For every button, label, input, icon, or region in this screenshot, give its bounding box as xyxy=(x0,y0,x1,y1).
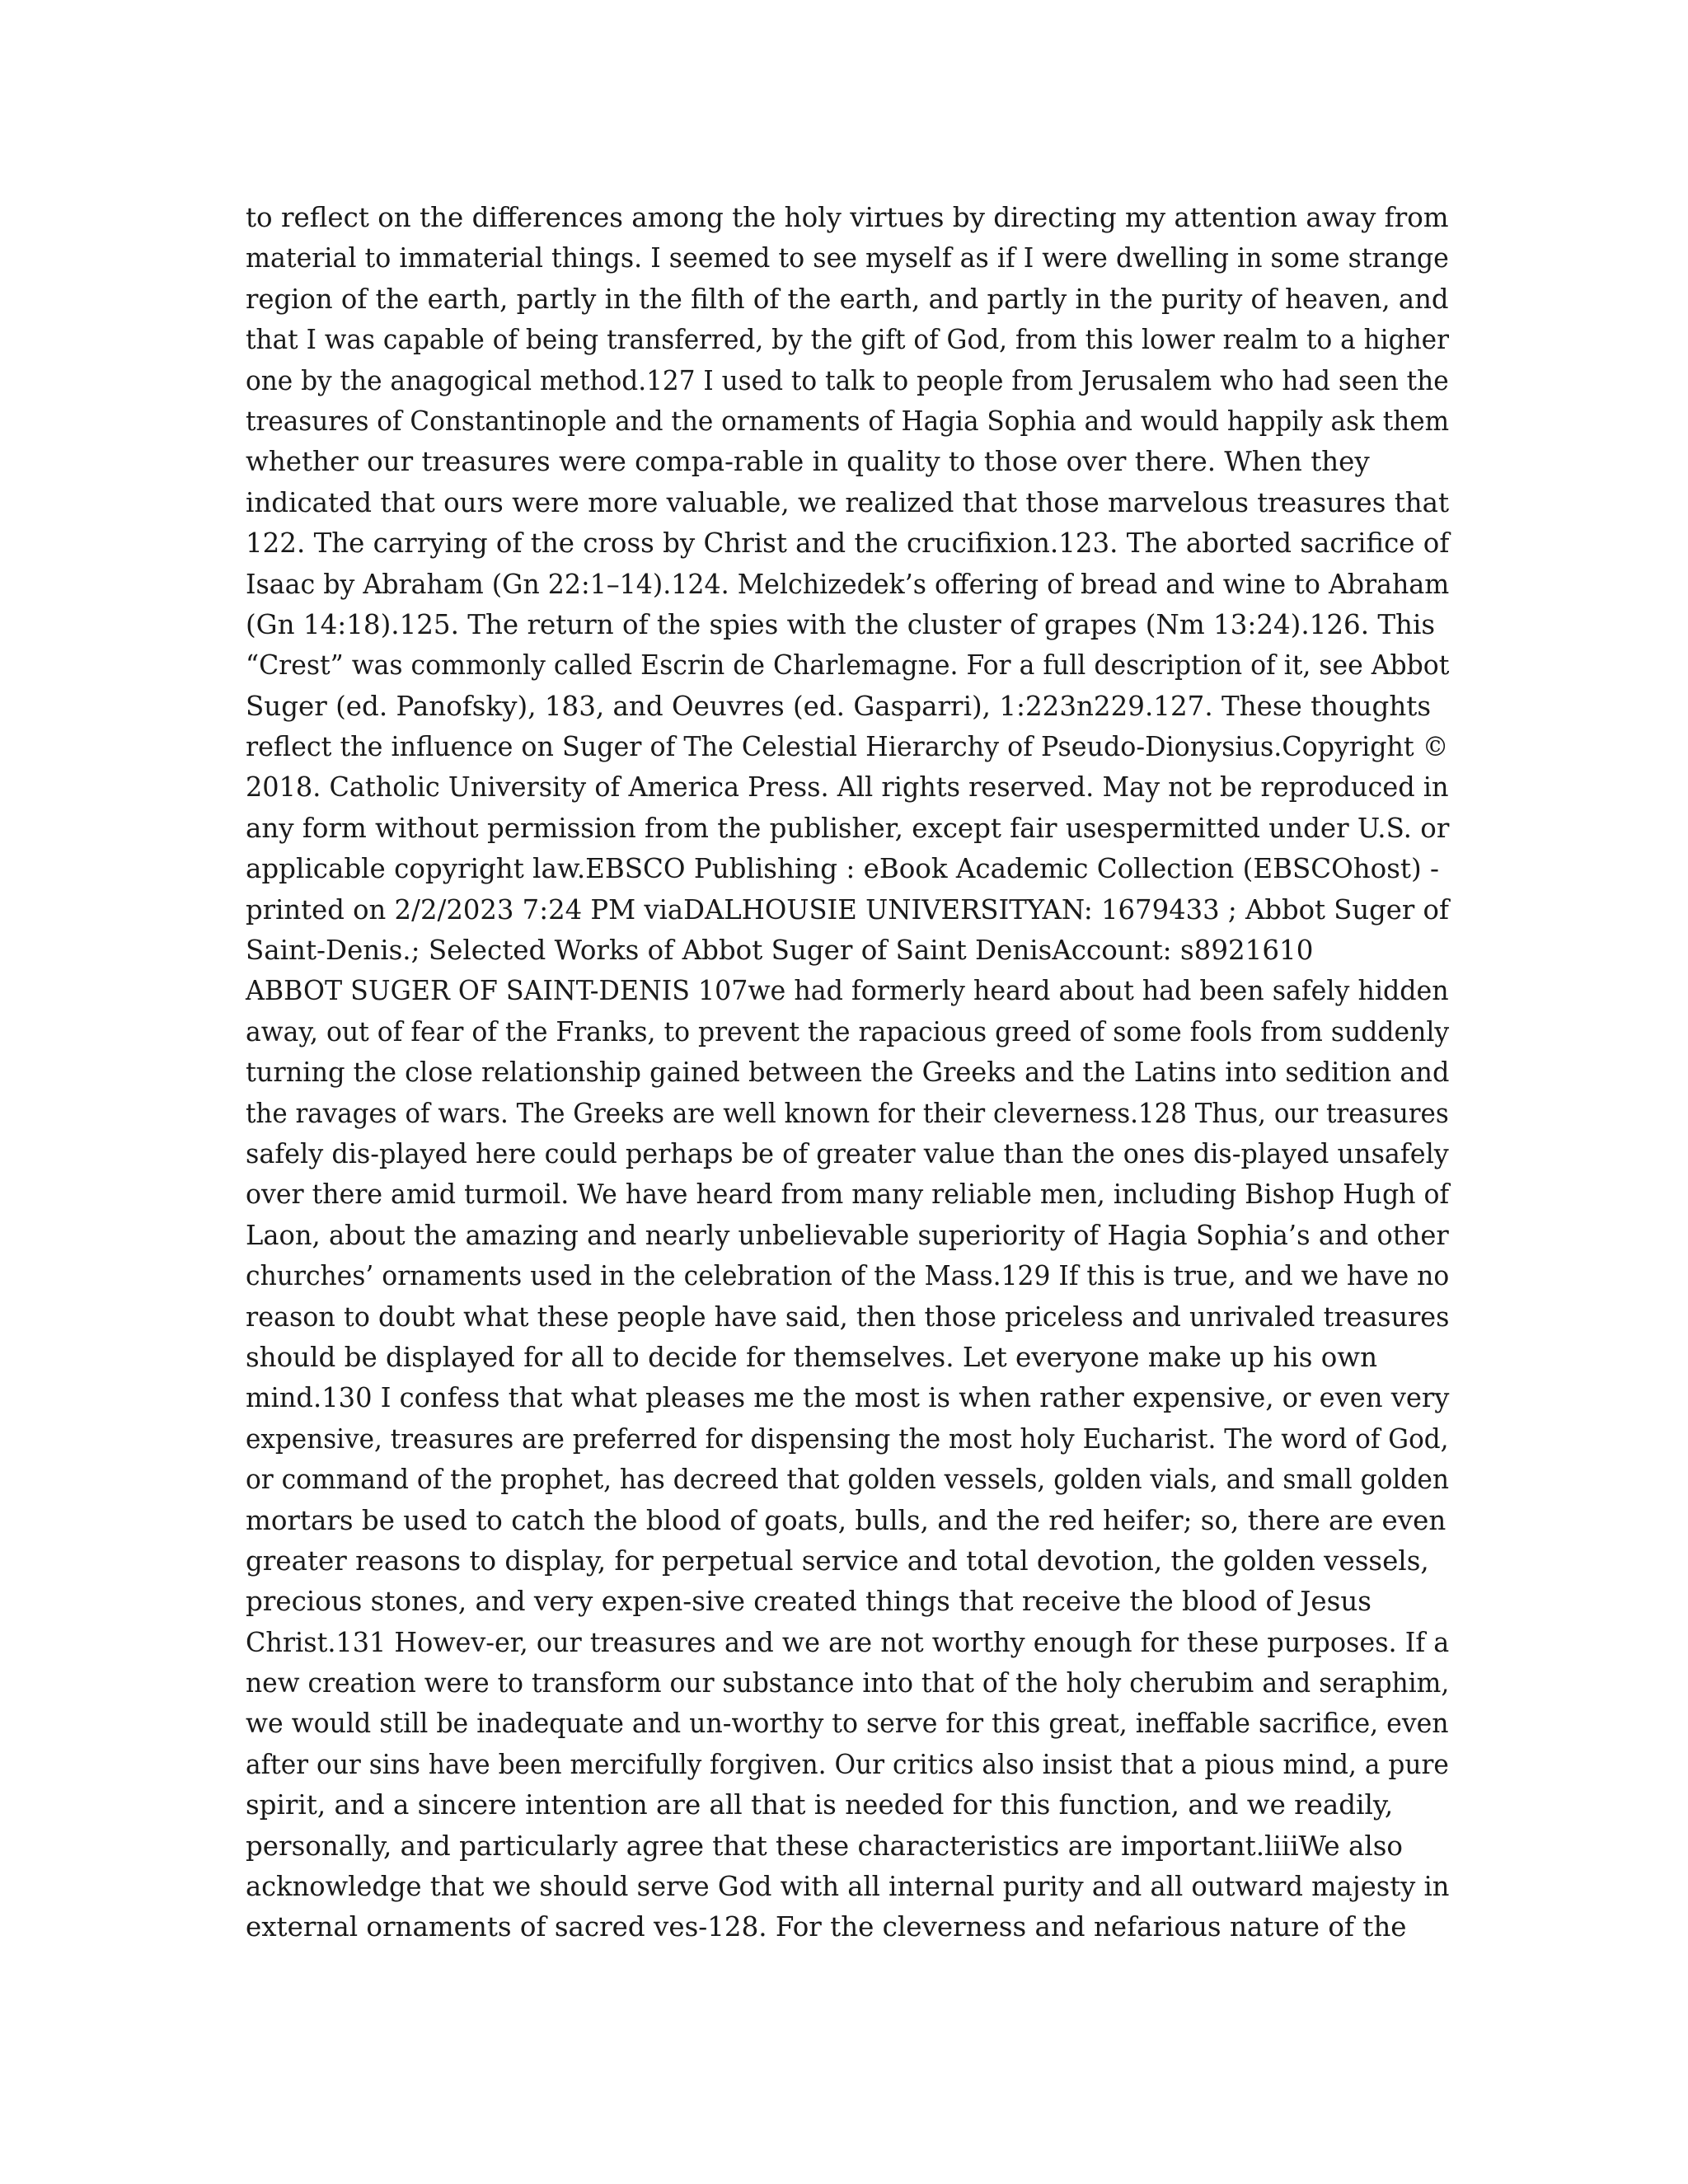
text-line: the ravages of wars. The Greeks are well known for their cleverness.128 Thus, our treasures xyxy=(246,1097,1449,1129)
text-line: personally, and particularly agree that these characteristics are important.liiiWe also xyxy=(246,1830,1403,1862)
text-line: reason to doubt what these people have said, then those priceless and unrivaled treasures xyxy=(246,1301,1450,1333)
text-line: Suger (ed. Panofsky), 183, and Oeuvres (ed. Gasparri), 1:223n229.127. These thoughts xyxy=(246,690,1432,722)
text-line: mortars be used to catch the blood of goats, bulls, and the red heifer; so, there are even xyxy=(246,1504,1447,1536)
text-line: mind.130 I confess that what pleases me the most is when rather expensive, or even very xyxy=(246,1382,1450,1414)
text-line: Laon, about the amazing and nearly unbelievable superiority of Hagia Sophia’s and other xyxy=(246,1219,1449,1251)
text-line: after our sins have been mercifully forgiven. Our critics also insist that a pious mind, a pure xyxy=(246,1748,1449,1780)
text-line: precious stones, and very expen-sive created things that receive the blood of Jesus xyxy=(246,1586,1372,1618)
text-line: 2018. Catholic University of America Press. All rights reserved. May not be reproduced in xyxy=(246,771,1449,804)
text-line: safely dis-played here could perhaps be of greater value than the ones dis-played unsafely xyxy=(246,1137,1449,1169)
text-line: churches’ ornaments used in the celebration of the Mass.129 If this is true, and we have no xyxy=(246,1260,1450,1292)
text-line: that I was capable of being transferred, by the gift of God, from this lower realm to a higher xyxy=(246,324,1449,356)
text-line: should be displayed for all to decide for themselves. Let everyone make up his own xyxy=(246,1341,1378,1373)
text-line: any form without permission from the publisher, except fair usespermitted under U.S. or xyxy=(246,812,1450,844)
text-line: to reflect on the differences among the holy virtues by directing my attention away from xyxy=(246,202,1449,233)
text-line: over there amid turmoil. We have heard from many reliable men, including Bishop Hugh of xyxy=(246,1179,1450,1211)
text-line: one by the anagogical method.127 I used to talk to people from Jerusalem who had seen the xyxy=(246,364,1449,396)
text-line: greater reasons to display, for perpetual service and total devotion, the golden vessels, xyxy=(246,1544,1429,1577)
text-line: spirit, and a sincere intention are all that is needed for this function, and we readily, xyxy=(246,1789,1394,1821)
text-line: expensive, treasures are preferred for dispensing the most holy Eucharist. The word of God, xyxy=(246,1422,1449,1455)
body-text xyxy=(246,198,1449,1948)
text-line: external ornaments of sacred ves-128. For the cleverness and nefarious nature of the xyxy=(246,1911,1407,1943)
text-line: or command of the prophet, has decreed that golden vessels, golden vials, and small golden xyxy=(246,1464,1449,1496)
text-line: (Gn 14:18).125. The return of the spies with the cluster of grapes (Nm 13:24).126. This xyxy=(246,608,1436,640)
text-line: we would still be inadequate and un-worthy to serve for this great, ineffable sacrifice, even xyxy=(246,1708,1449,1740)
text-line: acknowledge that we should serve God with all internal purity and all outward majesty in xyxy=(246,1871,1450,1903)
text-line: applicable copyright law.EBSCO Publishing : eBook Academic Collection (EBSCOhost) - xyxy=(246,853,1439,885)
text-line: printed on 2/2/2023 7:24 PM viaDALHOUSIE UNIVERSITYAN: 1679433 ; Abbot Suger of xyxy=(246,893,1449,926)
text-line: new creation were to transform our substance into that of the holy cherubim and seraphim, xyxy=(246,1667,1450,1699)
text-line: Saint-Denis.; Selected Works of Abbot Suger of Saint DenisAccount: s8921610 xyxy=(246,935,1314,967)
text-line: “Crest” was commonly called Escrin de Charlemagne. For a full description of it, see Abbot xyxy=(246,649,1450,682)
text-line: 122. The carrying of the cross by Christ and the crucifixion.123. The aborted sacrifice of xyxy=(246,527,1450,560)
text-line: reflect the influence on Suger of The Celestial Hierarchy of Pseudo-Dionysius.Copyright © xyxy=(246,731,1449,763)
text-line: material to immaterial things. I seemed to see myself as if I were dwelling in some strange xyxy=(246,242,1449,274)
text-line: away, out of fear of the Franks, to prevent the rapacious greed of some fools from suddenly xyxy=(246,1015,1450,1047)
text-line: whether our treasures were compa-rable in quality to those over there. When they xyxy=(246,446,1370,478)
text-line: region of the earth, partly in the filth of the earth, and partly in the purity of heaven, and xyxy=(246,283,1449,315)
text-line: Isaac by Abraham (Gn 22:1–14).124. Melchizedek’s offering of bread and wine to Abraham xyxy=(246,568,1450,600)
text-line: ABBOT SUGER OF SAINT-DENIS 107we had formerly heard about had been safely hidden xyxy=(246,975,1449,1007)
text-line: indicated that ours were more valuable, we realized that those marvelous treasures that xyxy=(246,486,1450,518)
text-line: turning the close relationship gained between the Greeks and the Latins into sedition and xyxy=(246,1057,1450,1089)
text-line: treasures of Constantinople and the ornaments of Hagia Sophia and would happily ask them xyxy=(246,405,1450,437)
text-line: Christ.131 Howev-er, our treasures and we are not worthy enough for these purposes. If a xyxy=(246,1626,1450,1658)
